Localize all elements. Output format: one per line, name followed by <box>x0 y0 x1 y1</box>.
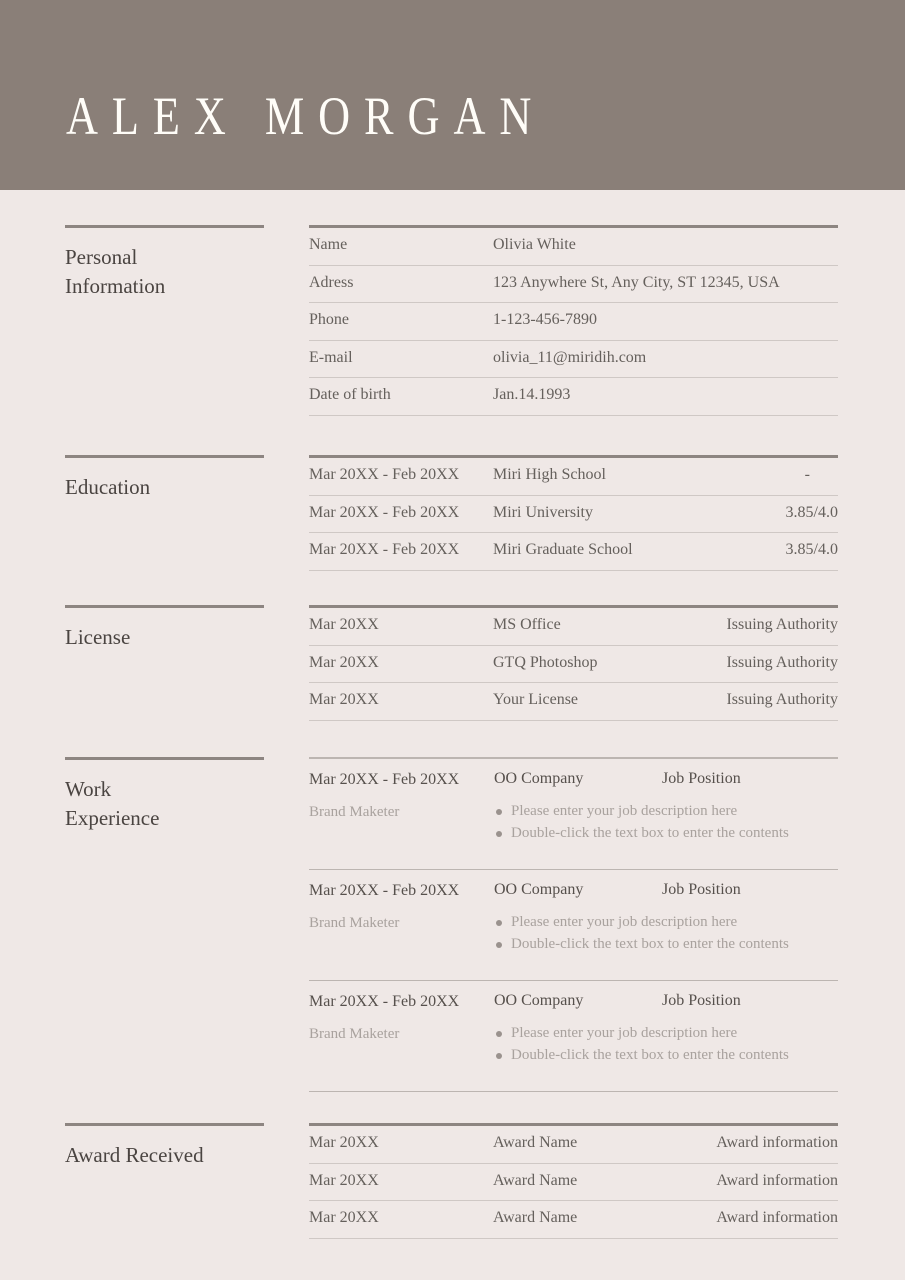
bullet-icon <box>496 809 502 815</box>
work-description-text: Please enter your job description here <box>511 803 738 819</box>
work-period[interactable]: Mar 20XX - Feb 20XX <box>309 882 460 899</box>
section-title-line: Information <box>65 274 166 298</box>
field-label[interactable]: Adress <box>309 273 354 291</box>
work-company[interactable]: OO Company <box>494 770 584 787</box>
section-title[interactable] <box>65 243 264 301</box>
table-row <box>309 458 838 496</box>
table-row <box>309 378 838 416</box>
section-title[interactable]: License <box>65 625 131 649</box>
award-name[interactable]: Award Name <box>493 1171 578 1189</box>
award-name[interactable]: Award Name <box>493 1209 578 1227</box>
work-role[interactable]: Brand Maketer <box>309 804 400 820</box>
work-description-text: Double-click the text box to enter the contents <box>511 1047 789 1063</box>
section-heading-block <box>65 605 264 652</box>
award-date[interactable]: Mar 20XX <box>309 1171 379 1189</box>
education-period[interactable]: Mar 20XX - Feb 20XX <box>309 466 460 483</box>
license-name[interactable]: GTQ Photoshop <box>493 653 598 671</box>
work-position[interactable]: Job Position <box>662 992 741 1009</box>
award-date[interactable]: Mar 20XX <box>309 1134 379 1151</box>
work-description-list <box>494 1022 789 1066</box>
field-label[interactable]: Phone <box>309 311 349 329</box>
work-period[interactable]: Mar 20XX - Feb 20XX <box>309 771 460 788</box>
section-title-line: Personal <box>65 245 138 269</box>
license-authority[interactable]: Issuing Authority <box>726 653 838 671</box>
education-school[interactable]: Miri University <box>493 503 593 521</box>
field-label[interactable]: Name <box>309 236 348 253</box>
work-position[interactable]: Job Position <box>662 770 741 787</box>
table-row <box>309 228 838 266</box>
work-period[interactable]: Mar 20XX - Feb 20XX <box>309 993 460 1010</box>
table-row <box>309 1164 838 1202</box>
field-value[interactable]: olivia_11@miridih.com <box>493 348 647 366</box>
award-info[interactable]: Award information <box>716 1171 838 1189</box>
work-item <box>309 870 838 981</box>
license-date[interactable]: Mar 20XX <box>309 691 379 709</box>
section-heading-block <box>65 757 264 833</box>
license-table <box>309 605 838 721</box>
table-row <box>309 608 838 646</box>
table-row <box>309 646 838 684</box>
field-value[interactable]: 1-123-456-7890 <box>493 311 597 329</box>
table-row <box>309 496 838 534</box>
table-row <box>309 266 838 304</box>
table-row <box>309 1201 838 1239</box>
field-value[interactable]: Jan.14.1993 <box>493 386 571 404</box>
education-gpa[interactable]: - <box>804 466 810 483</box>
work-item <box>309 759 838 870</box>
field-value[interactable]: 123 Anywhere St, Any City, ST 12345, USA <box>493 273 780 291</box>
table-row <box>309 683 838 721</box>
work-description-list <box>494 911 789 955</box>
section-title-line: Work <box>65 777 112 801</box>
work-description-list <box>494 800 789 844</box>
license-authority[interactable]: Issuing Authority <box>726 616 838 633</box>
section-title[interactable]: Education <box>65 475 151 499</box>
awards-table <box>309 1123 838 1239</box>
license-date[interactable]: Mar 20XX <box>309 653 379 671</box>
license-name[interactable]: Your License <box>493 691 579 709</box>
field-value[interactable]: Olivia White <box>493 236 576 253</box>
work-description-text: Double-click the text box to enter the contents <box>511 825 789 841</box>
bullet-icon <box>496 942 502 948</box>
license-date[interactable]: Mar 20XX <box>309 616 379 633</box>
work-description-item[interactable] <box>494 933 789 955</box>
section-heading-block <box>65 455 264 502</box>
license-name[interactable]: MS Office <box>493 616 561 633</box>
personal-info-table <box>309 225 838 416</box>
work-description-item[interactable] <box>494 1044 789 1066</box>
work-description-item[interactable] <box>494 911 789 933</box>
work-description-text: Double-click the text box to enter the contents <box>511 936 789 952</box>
education-gpa[interactable]: 3.85/4.0 <box>785 503 838 521</box>
education-period[interactable]: Mar 20XX - Feb 20XX <box>309 503 460 521</box>
section-heading-block <box>65 1123 264 1170</box>
work-description-item[interactable] <box>494 800 789 822</box>
education-table <box>309 455 838 571</box>
table-row <box>309 1126 838 1164</box>
section-title[interactable]: Award Received <box>65 1143 204 1167</box>
bullet-icon <box>496 1053 502 1059</box>
table-row <box>309 533 838 571</box>
award-info[interactable]: Award information <box>716 1134 838 1151</box>
work-description-item[interactable] <box>494 1022 789 1044</box>
section-title-line: Experience <box>65 806 160 830</box>
education-period[interactable]: Mar 20XX - Feb 20XX <box>309 541 460 559</box>
award-name[interactable]: Award Name <box>493 1134 578 1151</box>
work-experience-list <box>309 757 838 1092</box>
field-label[interactable]: Date of birth <box>309 386 391 404</box>
work-role[interactable]: Brand Maketer <box>309 915 400 931</box>
table-row <box>309 341 838 379</box>
bullet-icon <box>496 1031 502 1037</box>
field-label[interactable]: E-mail <box>309 348 353 366</box>
resume-name[interactable]: ALEX MORGAN <box>66 86 546 146</box>
table-row <box>309 303 838 341</box>
work-description-text: Please enter your job description here <box>511 1025 738 1041</box>
section-heading-block <box>65 225 264 301</box>
award-info[interactable]: Award information <box>716 1209 838 1227</box>
work-description-text: Please enter your job description here <box>511 914 738 930</box>
bullet-icon <box>496 831 502 837</box>
bullet-icon <box>496 920 502 926</box>
header-banner <box>0 0 905 190</box>
work-item <box>309 981 838 1092</box>
section-title[interactable] <box>65 775 264 833</box>
education-school[interactable]: Miri Graduate School <box>493 541 633 559</box>
work-description-item[interactable] <box>494 822 789 844</box>
work-role[interactable]: Brand Maketer <box>309 1026 400 1042</box>
education-gpa[interactable]: 3.85/4.0 <box>785 541 838 559</box>
work-company[interactable]: OO Company <box>494 992 584 1009</box>
education-school[interactable]: Miri High School <box>493 466 606 483</box>
work-company[interactable]: OO Company <box>494 881 584 898</box>
award-date[interactable]: Mar 20XX <box>309 1209 379 1227</box>
work-position[interactable]: Job Position <box>662 881 741 898</box>
license-authority[interactable]: Issuing Authority <box>726 691 838 709</box>
